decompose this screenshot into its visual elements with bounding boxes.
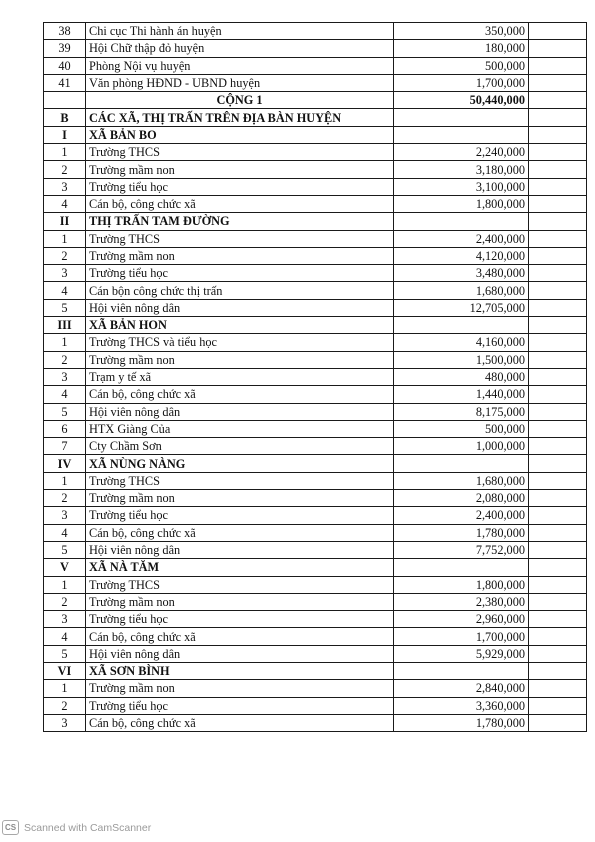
row-amount: 1,700,000 bbox=[394, 628, 529, 645]
row-label: CỘNG 1 bbox=[86, 92, 394, 109]
row-number: 5 bbox=[44, 403, 86, 420]
row-label: Cán bộ, công chức xã bbox=[86, 628, 394, 645]
table-row bbox=[44, 282, 587, 299]
row-number: 4 bbox=[44, 524, 86, 541]
total-row bbox=[44, 92, 587, 109]
row-number: 40 bbox=[44, 57, 86, 74]
row-label: XÃ SƠN BÌNH bbox=[86, 662, 394, 679]
section-header-row bbox=[44, 109, 587, 126]
row-note bbox=[529, 247, 587, 264]
row-amount: 480,000 bbox=[394, 368, 529, 385]
row-number: 3 bbox=[44, 265, 86, 282]
row-note bbox=[529, 23, 587, 40]
section-header-row bbox=[44, 213, 587, 230]
row-number: 4 bbox=[44, 386, 86, 403]
row-note bbox=[529, 368, 587, 385]
row-note bbox=[529, 507, 587, 524]
row-number: VI bbox=[44, 662, 86, 679]
row-note bbox=[529, 576, 587, 593]
section-header-row bbox=[44, 126, 587, 143]
row-number: 5 bbox=[44, 645, 86, 662]
row-number: 2 bbox=[44, 490, 86, 507]
row-amount: 500,000 bbox=[394, 57, 529, 74]
row-label: Trường mầm non bbox=[86, 351, 394, 368]
table-row bbox=[44, 74, 587, 91]
row-label: Chi cục Thi hành án huyện bbox=[86, 23, 394, 40]
row-number: 3 bbox=[44, 368, 86, 385]
table-row bbox=[44, 438, 587, 455]
row-amount: 1,780,000 bbox=[394, 524, 529, 541]
row-amount: 2,400,000 bbox=[394, 230, 529, 247]
row-label: HTX Giàng Của bbox=[86, 420, 394, 437]
row-note bbox=[529, 714, 587, 731]
row-number: 41 bbox=[44, 74, 86, 91]
row-amount: 1,440,000 bbox=[394, 386, 529, 403]
row-number: 1 bbox=[44, 334, 86, 351]
table-row bbox=[44, 628, 587, 645]
row-number: 1 bbox=[44, 576, 86, 593]
row-amount: 50,440,000 bbox=[394, 92, 529, 109]
row-amount: 3,180,000 bbox=[394, 161, 529, 178]
row-note bbox=[529, 317, 587, 334]
row-note bbox=[529, 230, 587, 247]
row-amount bbox=[394, 109, 529, 126]
row-number: 5 bbox=[44, 299, 86, 316]
row-number: 3 bbox=[44, 714, 86, 731]
row-label: Cán bộ, công chức xã bbox=[86, 524, 394, 541]
row-note bbox=[529, 662, 587, 679]
row-number: 2 bbox=[44, 593, 86, 610]
row-note bbox=[529, 351, 587, 368]
row-number: 4 bbox=[44, 282, 86, 299]
row-label: Phòng Nội vụ huyện bbox=[86, 57, 394, 74]
section-header-row bbox=[44, 455, 587, 472]
row-label: Trường mầm non bbox=[86, 593, 394, 610]
row-amount: 4,120,000 bbox=[394, 247, 529, 264]
row-number: B bbox=[44, 109, 86, 126]
row-label: Trạm y tế xã bbox=[86, 368, 394, 385]
row-note bbox=[529, 593, 587, 610]
table-row bbox=[44, 247, 587, 264]
row-note bbox=[529, 334, 587, 351]
row-number: 1 bbox=[44, 230, 86, 247]
camscanner-logo-icon: CS bbox=[2, 820, 19, 835]
row-number: 7 bbox=[44, 438, 86, 455]
row-amount: 4,160,000 bbox=[394, 334, 529, 351]
row-note bbox=[529, 645, 587, 662]
row-label: THỊ TRẤN TAM ĐƯỜNG bbox=[86, 213, 394, 230]
row-label: Trường mầm non bbox=[86, 490, 394, 507]
row-amount: 2,240,000 bbox=[394, 144, 529, 161]
camscanner-watermark bbox=[2, 820, 151, 835]
row-note bbox=[529, 559, 587, 576]
table-row bbox=[44, 611, 587, 628]
table-row bbox=[44, 195, 587, 212]
table-row bbox=[44, 57, 587, 74]
row-note bbox=[529, 126, 587, 143]
row-note bbox=[529, 680, 587, 697]
row-note bbox=[529, 490, 587, 507]
row-amount: 1,680,000 bbox=[394, 282, 529, 299]
row-note bbox=[529, 195, 587, 212]
row-number: 1 bbox=[44, 144, 86, 161]
row-number: 3 bbox=[44, 611, 86, 628]
row-amount: 12,705,000 bbox=[394, 299, 529, 316]
row-amount: 1,500,000 bbox=[394, 351, 529, 368]
row-number: V bbox=[44, 559, 86, 576]
row-label: Cán bộ, công chức xã bbox=[86, 195, 394, 212]
row-amount bbox=[394, 213, 529, 230]
row-note bbox=[529, 472, 587, 489]
row-note bbox=[529, 40, 587, 57]
table-row bbox=[44, 40, 587, 57]
row-note bbox=[529, 386, 587, 403]
row-label: Trường tiểu học bbox=[86, 265, 394, 282]
row-amount: 8,175,000 bbox=[394, 403, 529, 420]
row-label: Trường mầm non bbox=[86, 247, 394, 264]
row-number: 2 bbox=[44, 351, 86, 368]
row-label: Hội viên nông dân bbox=[86, 645, 394, 662]
row-note bbox=[529, 611, 587, 628]
row-label: XÃ NÙNG NÀNG bbox=[86, 455, 394, 472]
row-number: 3 bbox=[44, 507, 86, 524]
row-label: Trường mầm non bbox=[86, 161, 394, 178]
row-note bbox=[529, 161, 587, 178]
row-amount: 2,380,000 bbox=[394, 593, 529, 610]
row-note bbox=[529, 541, 587, 558]
row-amount: 1,800,000 bbox=[394, 576, 529, 593]
row-amount bbox=[394, 455, 529, 472]
row-amount: 5,929,000 bbox=[394, 645, 529, 662]
row-number: 2 bbox=[44, 161, 86, 178]
row-label: XÃ BẢN HON bbox=[86, 317, 394, 334]
row-note bbox=[529, 628, 587, 645]
row-amount: 3,100,000 bbox=[394, 178, 529, 195]
table-row bbox=[44, 524, 587, 541]
table-row bbox=[44, 161, 587, 178]
row-amount: 7,752,000 bbox=[394, 541, 529, 558]
row-note bbox=[529, 178, 587, 195]
row-number: IV bbox=[44, 455, 86, 472]
row-number: 5 bbox=[44, 541, 86, 558]
table-row bbox=[44, 386, 587, 403]
row-label: Văn phòng HĐND - UBND huyện bbox=[86, 74, 394, 91]
table-row bbox=[44, 334, 587, 351]
row-label: Trường THCS và tiểu học bbox=[86, 334, 394, 351]
row-label: Hội viên nông dân bbox=[86, 541, 394, 558]
table-body bbox=[44, 23, 587, 732]
table-row bbox=[44, 680, 587, 697]
row-amount: 2,400,000 bbox=[394, 507, 529, 524]
section-header-row bbox=[44, 317, 587, 334]
row-amount bbox=[394, 662, 529, 679]
row-number: 1 bbox=[44, 472, 86, 489]
row-note bbox=[529, 697, 587, 714]
row-amount: 2,840,000 bbox=[394, 680, 529, 697]
table-row bbox=[44, 23, 587, 40]
row-label: Trường tiểu học bbox=[86, 507, 394, 524]
row-label: Cán bộ, công chức xã bbox=[86, 714, 394, 731]
row-number: 3 bbox=[44, 178, 86, 195]
row-amount: 1,700,000 bbox=[394, 74, 529, 91]
row-note bbox=[529, 109, 587, 126]
row-number: 1 bbox=[44, 680, 86, 697]
table-row bbox=[44, 265, 587, 282]
table-row bbox=[44, 178, 587, 195]
row-amount bbox=[394, 317, 529, 334]
table-row bbox=[44, 576, 587, 593]
table-row bbox=[44, 697, 587, 714]
row-label: Trường tiểu học bbox=[86, 697, 394, 714]
row-label: Trường tiểu học bbox=[86, 178, 394, 195]
table-row bbox=[44, 299, 587, 316]
row-label: CÁC XÃ, THỊ TRẤN TRÊN ĐỊA BÀN HUYỆN bbox=[86, 109, 394, 126]
table-row bbox=[44, 472, 587, 489]
table-row bbox=[44, 593, 587, 610]
row-note bbox=[529, 265, 587, 282]
section-header-row bbox=[44, 662, 587, 679]
row-number: 4 bbox=[44, 195, 86, 212]
row-label: Hội Chữ thập đỏ huyện bbox=[86, 40, 394, 57]
row-note bbox=[529, 213, 587, 230]
row-amount: 1,780,000 bbox=[394, 714, 529, 731]
row-note bbox=[529, 282, 587, 299]
row-label: Cán bộn công chức thị trấn bbox=[86, 282, 394, 299]
row-note bbox=[529, 455, 587, 472]
table-row bbox=[44, 507, 587, 524]
row-note bbox=[529, 403, 587, 420]
row-number: 6 bbox=[44, 420, 86, 437]
section-header-row bbox=[44, 559, 587, 576]
table-row bbox=[44, 490, 587, 507]
table-row bbox=[44, 714, 587, 731]
row-note bbox=[529, 438, 587, 455]
row-amount: 2,080,000 bbox=[394, 490, 529, 507]
row-number: I bbox=[44, 126, 86, 143]
row-label: Trường mầm non bbox=[86, 680, 394, 697]
row-label: Trường THCS bbox=[86, 576, 394, 593]
row-amount: 1,000,000 bbox=[394, 438, 529, 455]
row-amount: 350,000 bbox=[394, 23, 529, 40]
row-amount: 180,000 bbox=[394, 40, 529, 57]
row-note bbox=[529, 92, 587, 109]
row-amount: 3,360,000 bbox=[394, 697, 529, 714]
table-row bbox=[44, 230, 587, 247]
table-row bbox=[44, 144, 587, 161]
row-number: II bbox=[44, 213, 86, 230]
row-label: Trường THCS bbox=[86, 472, 394, 489]
row-note bbox=[529, 144, 587, 161]
row-label: Cty Chầm Sơn bbox=[86, 438, 394, 455]
row-amount: 1,680,000 bbox=[394, 472, 529, 489]
table-row bbox=[44, 403, 587, 420]
row-label: XÃ BẢN BO bbox=[86, 126, 394, 143]
row-number: 2 bbox=[44, 247, 86, 264]
row-number: III bbox=[44, 317, 86, 334]
row-number: 39 bbox=[44, 40, 86, 57]
row-number: 4 bbox=[44, 628, 86, 645]
table-row bbox=[44, 368, 587, 385]
row-label: Trường THCS bbox=[86, 144, 394, 161]
row-label: Hội viên nông dân bbox=[86, 299, 394, 316]
row-amount: 1,800,000 bbox=[394, 195, 529, 212]
allocation-table bbox=[43, 22, 587, 732]
row-label: Cán bộ, công chức xã bbox=[86, 386, 394, 403]
row-label: Trường THCS bbox=[86, 230, 394, 247]
row-number: 2 bbox=[44, 697, 86, 714]
row-amount: 2,960,000 bbox=[394, 611, 529, 628]
row-note bbox=[529, 74, 587, 91]
row-number bbox=[44, 92, 86, 109]
row-note bbox=[529, 420, 587, 437]
row-label: Trường tiểu học bbox=[86, 611, 394, 628]
table-row bbox=[44, 645, 587, 662]
table-row bbox=[44, 541, 587, 558]
row-note bbox=[529, 524, 587, 541]
table-row bbox=[44, 351, 587, 368]
row-label: Hội viên nông dân bbox=[86, 403, 394, 420]
row-note bbox=[529, 299, 587, 316]
row-label: XÃ NÀ TĂM bbox=[86, 559, 394, 576]
watermark-text: Scanned with CamScanner bbox=[24, 821, 152, 834]
row-amount: 500,000 bbox=[394, 420, 529, 437]
row-amount bbox=[394, 126, 529, 143]
row-amount: 3,480,000 bbox=[394, 265, 529, 282]
row-note bbox=[529, 57, 587, 74]
table-row bbox=[44, 420, 587, 437]
row-number: 38 bbox=[44, 23, 86, 40]
row-amount bbox=[394, 559, 529, 576]
